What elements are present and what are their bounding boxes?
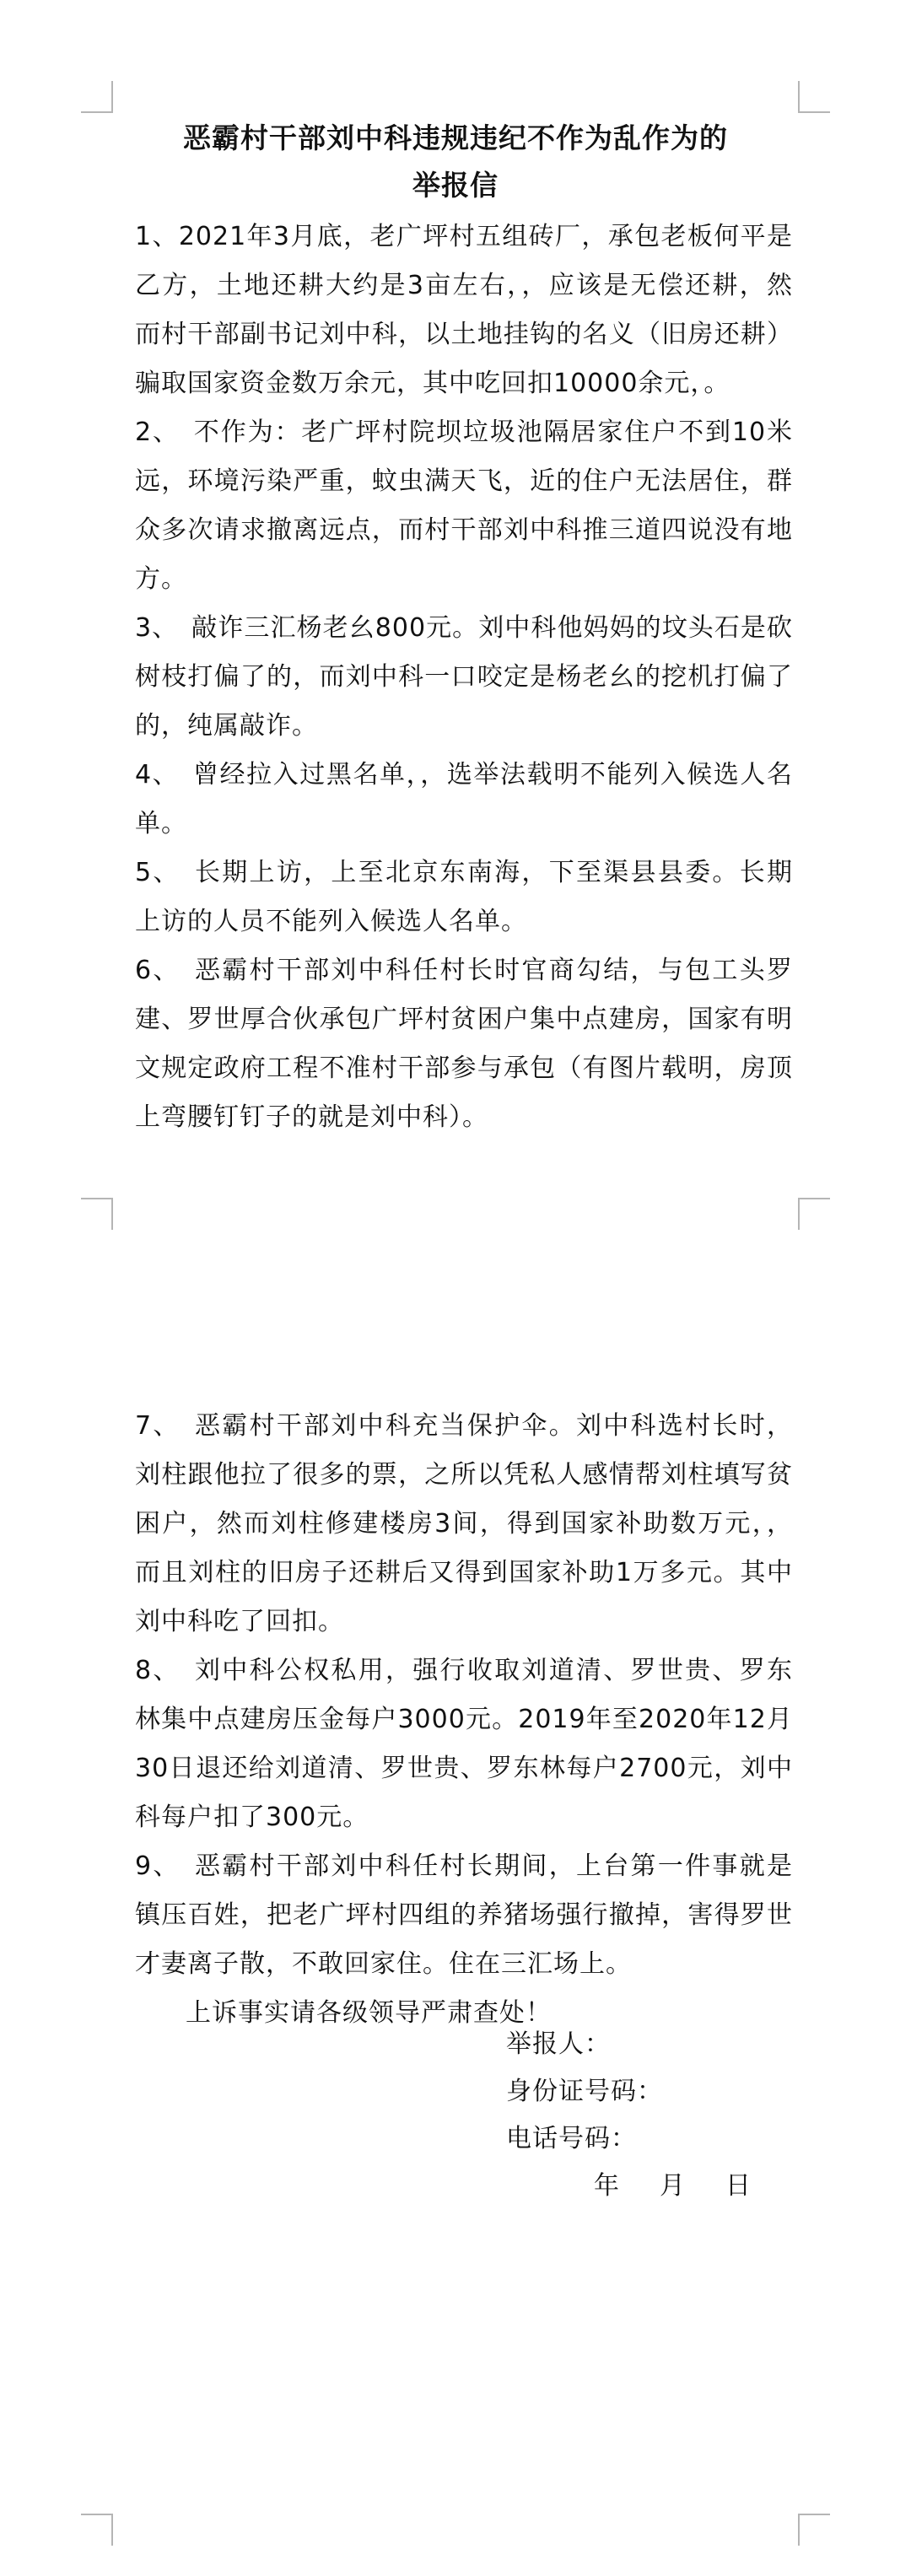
crop-mark-top-right: [798, 81, 830, 113]
phone-label: 电话号码：: [506, 2124, 637, 2153]
title-line-1: 恶霸村干部刘中科违规违纪不作为乱作为的: [183, 121, 728, 154]
date-day: 日: [725, 2171, 752, 2201]
paragraph-2: 2、 不作为：老广坪村院坝垃圾池隔居家住户不到10米远，环境污染严重，蚊虫满天飞，近的住户无法居住，群众多次请求撤离远点，而村干部刘中科推三道四说没有地方。: [135, 418, 793, 594]
reporter-label: 举报人：: [506, 2029, 611, 2059]
crop-mark-bottom-left: [81, 1198, 113, 1230]
date-month: 月: [660, 2171, 686, 2201]
crop-mark-bottom-right-p2: [798, 2514, 830, 2546]
signature-block: [506, 2021, 793, 2210]
crop-mark-top-left: [81, 81, 113, 113]
document-page-1: [0, 0, 911, 1215]
crop-mark-bottom-right: [798, 1198, 830, 1230]
paragraph-9: 9、 恶霸村干部刘中科任村长期间，上台第一件事就是镇压百姓，把老广坪村四组的养猪场强行撤掉，害得罗世才妻离子散，不敢回家住。住在三汇场上。: [135, 1851, 793, 1979]
closing-statement: 上诉事实请各级领导严肃查处！: [186, 1998, 552, 2028]
id-number-label: 身份证号码：: [506, 2077, 663, 2106]
date-year: 年: [594, 2171, 620, 2201]
paragraph-6: 6、 恶霸村干部刘中科任村长时官商勾结，与包工头罗建、罗世厚合伙承包广坪村贫困户集中点建房，国家有明文规定政府工程不准村干部参与承包（有图片载明，房顶上弯腰钉钉子的就是刘中科）。: [135, 956, 793, 1132]
paragraph-1: 1、2021年3月底，老广坪村五组砖厂，承包老板何平是乙方，土地还耕大约是3亩左右，，应该是无偿还耕，然而村干部副书记刘中科，以土地挂钩的名义（旧房还耕）骗取国家资金数万余元，其中吃回扣10000余元，。: [135, 222, 793, 398]
crop-mark-bottom-left-p2: [81, 2514, 113, 2546]
page-2-body: [135, 1402, 793, 2038]
page-1-body: [135, 213, 793, 1142]
paragraph-5: 5、 长期上访，上至北京东南海，下至渠县县委。长期上访的人员不能列入候选人名单。: [135, 858, 793, 936]
paragraph-4: 4、 曾经拉入过黑名单，，选举法载明不能列入候选人名单。: [135, 760, 793, 838]
paragraph-7: 7、 恶霸村干部刘中科充当保护伞。刘中科选村长时，刘柱跟他拉了很多的票，之所以凭私人感情帮刘柱填写贫困户，然而刘柱修建楼房3间，得到国家补助数万元，，而且刘柱的旧房子还耕后又得到国家补助1万多元。其中刘中科吃了回扣。: [135, 1411, 793, 1636]
document-page-2: [0, 1366, 911, 2576]
title-line-2: 举报信: [412, 169, 499, 202]
paragraph-8: 8、 刘中科公权私用，强行收取刘道清、罗世贵、罗东林集中点建房压金每户3000元。2019年至2020年12月30日退还给刘道清、罗世贵、罗东林每户2700元，刘中科每户扣了300元。: [135, 1656, 793, 1832]
paragraph-3: 3、 敲诈三汇杨老幺800元。刘中科他妈妈的坟头石是砍树枝打偏了的，而刘中科一口咬定是杨老幺的挖机打偏了的，纯属敲诈。: [135, 613, 793, 741]
date-line: [506, 2163, 793, 2210]
letter-title: [118, 115, 793, 209]
